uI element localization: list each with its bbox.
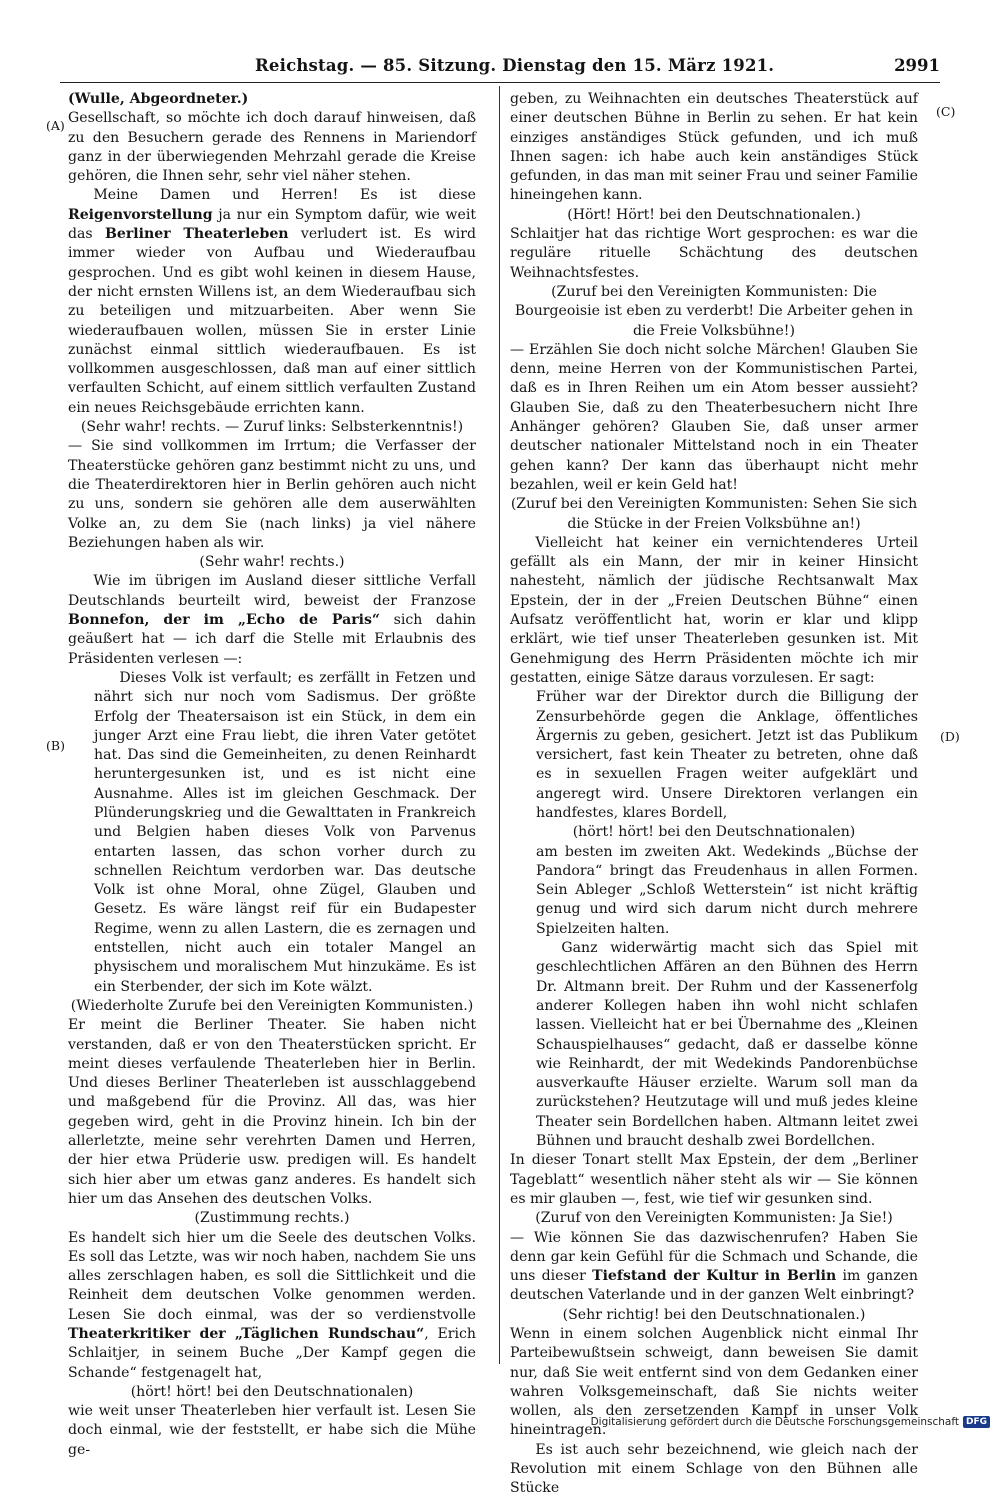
text-span: — Wie können Sie das dazwischenrufen? Haben Sie denn gar kein Gefühl für die Schmach und Schande, die uns dieser [510, 1229, 918, 1285]
text-span: sich dahin geäußert hat — ich darf die Stelle mit Erlaubnis des Präsidenten verlesen —: [68, 612, 476, 667]
interjection: (Zuruf von den Vereinigten Kommunisten: Ja Sie!) [535, 1210, 893, 1227]
paragraph: Es ist auch sehr bezeichnend, wie gleich nach der Revolution mit einem Schlage von den Bühnen alle Stücke [510, 1441, 918, 1497]
text-span: , Erich Schlaitjer, in seinem Buche „Der Kampf gegen die Schande“ festgenagelt hat, [68, 1326, 477, 1381]
paragraph: geben, zu Weihnachten ein deutsches Theaterstück auf einer deutschen Bühne in Berlin zu sehen. Er hat kein einziges anständiges Stück gefunden, und ich muß Ihnen sagen: ich habe auch kein anständiges Stück gefunden, in das man mit seiner Frau und seiner Familie hineingehen kann. [510, 91, 918, 204]
interjection: (Hört! Hört! bei den Deutschnationalen.) [567, 206, 861, 223]
paragraph: — Sie sind vollkommen im Irrtum; die Verfasser der Theaterstücke gehören ganz bestimmt nicht zu uns, und die Theaterdirektoren hier in Berlin gehören auch nicht zu uns, sondern sie gehören alle dem auserwählten Volke an, zu dem Sie (nach links) ja viel nähere Beziehungen haben als wir. [68, 438, 476, 551]
paragraph: wie weit unser Theaterleben hier verfault ist. Lesen Sie doch einmal, wie der feststellt, er habe sich die Mühe ge- [68, 1403, 476, 1458]
margin-marker-a: (A) [46, 118, 65, 133]
text-span: Es handelt sich hier um die Seele des deutschen Volks. Es soll das Letzte, was wir noch haben, nachdem Sie uns alles zerschlagen haben, es soll die Sittlichkeit und die Reinheit dem deutschen Volke genommen werden. Lesen Sie doch einmal, was der so verdienstvolle [68, 1229, 476, 1323]
speaker-label: (Wulle, Abgeordneter.) [68, 91, 249, 107]
paragraph [68, 1229, 476, 1383]
right-column [510, 90, 918, 1499]
emphasis: Reigenvorstellung [68, 206, 213, 223]
text-span: Wie im übrigen im Ausland dieser sittliche Verfall Deutschlands beurteilt wird, beweist der Franzose [68, 573, 476, 609]
interjection: (hört! hört! bei den Deutschnationalen) [572, 824, 856, 841]
emphasis: Tiefstand der Kultur in Berlin [592, 1268, 837, 1285]
text-span: Meine Damen und Herren! Es ist diese [93, 187, 476, 204]
interjection: (Sehr wahr! rechts.) [199, 554, 345, 571]
margin-marker-c: (C) [936, 104, 956, 119]
quotation: Dieses Volk ist verfault; es zerfällt in Fetzen und nährt sich nur noch vom Sadismus. Der größte Erfolg der Theatersaison ist ein Stück, in dem ein junger Arzt eine Frau liebt, die ihren Vater getötet hat. Das sind die Gemeinheiten, zu denen Reinhardt heruntergesunken ist, und es ist nicht eine Ausnahme. Alles ist im gleichen Geschmack. Der Plünderungskrieg und die Gewalttaten in Frankreich und Belgien haben dieses Volk von Parvenus entarten lassen, das schon vorher durch zu schnellen Reichtum verdorben war. Das deutsche Volk ist ohne Moral, ohne Zügel, Glauben und Gesetz. Es wäre längst reif für ein Budapester Regime, wenn zu allen Lastern, die es zernagen und entstellen, nicht auch ein totaler Mangel an physischem und moralischem Mut hinzukäme. Es ist ein Sterbender, der sich im Kote wälzt. [94, 669, 476, 995]
paragraph: Schlaitjer hat das richtige Wort gesprochen: es war die reguläre rituelle Schächtung des deutschen Weihnachtsfestes. [510, 226, 918, 281]
page-number: 2991 [894, 56, 940, 75]
dfg-logo: DFG [963, 1416, 990, 1428]
quotation: Früher war der Direktor durch die Billigung der Zensurbehörde gegen die Anklage, öffentliches Ärgernis zu geben, gesichert. Jetzt ist das Publikum versichert, fast kein Theater zu betreten, ohne daß es in sexuellen Fragen weiter aufgeklärt und angeregt wird. Unsere Direktoren verlangen ein handfestes, klares Bordell, [536, 689, 918, 821]
interjection: (Sehr wahr! rechts. — Zuruf links: Selbsterkenntnis!) [80, 419, 464, 436]
emphasis: Bonnefon, der im „Echo de Paris“ [68, 612, 381, 629]
column-divider [499, 86, 500, 1364]
footer-credit [591, 1416, 990, 1428]
text-span: ja nur ein Symptom dafür, wie weit das [68, 206, 476, 243]
interjection: (Sehr richtig! bei den Deutschnationalen.) [562, 1306, 866, 1323]
paragraph [68, 186, 476, 418]
page-header [60, 56, 940, 83]
interjection: (Zuruf bei den Vereinigten Kommunisten: Sehen Sie sich die Stücke in der Freien Volksbühne an!) [510, 496, 918, 532]
paragraph [68, 572, 476, 668]
paragraph: — Erzählen Sie doch nicht solche Märchen! Glauben Sie denn, meine Herren von der Kommunistischen Partei, daß es in Ihren Reihen um ein Atom besser aussieht? Glauben Sie, daß zu den Theaterbesuchern nicht Ihre Anhänger gehören? Glauben Sie, daß unser armer deutscher nationaler Mittelstand noch in ein Theater gehen kann? Der kann das überhaupt nicht mehr bezahlen, weil er kein Geld hat! [510, 341, 918, 493]
paragraph: Gesellschaft, so möchte ich doch darauf hinweisen, daß zu den Besuchern gerade des Rennens in Mariendorf ganz in der überwiegenden Mehrzahl gerade die Kreise gehören, die Ihnen sehr, sehr viel näher stehen. [68, 110, 476, 185]
paragraph: Vielleicht hat keiner ein vernichtenderes Urteil gefällt als ein Mann, der mir in keiner Hinsicht nahesteht, nämlich der jüdische Rechtsanwalt Max Epstein, der in der „Freien Deutschen Bühne“ einen Aufsatz veröffentlicht hat, worin er klar und klipp erklärt, wie tief unser Theaterleben gesunken ist. Mit Genehmigung des Herrn Präsidenten möchte ich mir gestatten, einige Sätze daraus vorzulesen. Er sagt: [510, 534, 918, 686]
quotation: Ganz widerwärtig macht sich das Spiel mit geschlechtlichen Affären an den Bühnen des Herrn Dr. Altmann breit. Der Ruhm und der Kassenerfolg anderer Kollegen haben ihn wohl nicht schlafen lassen. Vielleicht hat er bei Übernahme des „Kleinen Schauspielhauses“ gedacht, daß er dasselbe könne wie Reinhardt, der mit Wedekinds Pandorenbüchse ausverkaufte Häuser erzielte. Warum soll man da zurückstehen? Heutzutage will und muß jedes kleine Theater sein Bordellchen haben. Altmann leitet zwei Bühnen und braucht deshalb zwei Bordellchen. [536, 940, 918, 1150]
interjection: (Zuruf bei den Vereinigten Kommunisten: Die Bourgeoisie ist eben zu verderbt! Die Arbeiter gehen in die Freie Volksbühne!) [514, 283, 914, 339]
emphasis: Theaterkritiker der „Täglichen Rundschau“ [68, 1326, 425, 1342]
text-span: verludert ist. Es wird immer wieder von Aufbau und Wiederaufbau gesprochen. Und es gibt wohl keinen in diesem Hause, der nicht ernsten Willens ist, an dem Wiederaufbau sich zu beteiligen und mitzuarbeiten. Aber wenn Sie wiederaufbauen wollen, müssen Sie in erster Linie zunächst einmal sittlich wiederaufbauen. Es ist vollkommen ausgeschlossen, daß man auf einer sittlich verfaulten Schicht, auf einem sittlich verfaulten Zustand ein neues Reichsgebäude errichten kann. [68, 226, 477, 416]
interjection: (hört! hört! bei den Deutschnationalen) [130, 1383, 414, 1400]
interjection: (Wiederholte Zurufe bei den Vereinigten Kommunisten.) [70, 997, 474, 1014]
emphasis: Berliner Theaterleben [105, 226, 289, 243]
footer-text: Digitalisierung gefördert durch die Deutsche Forschungsgemeinschaft [590, 1416, 959, 1428]
interjection: (Zustimmung rechts.) [194, 1210, 350, 1227]
quotation: am besten im zweiten Akt. Wedekinds „Büchse der Pandora“ bringt das Freudenhaus in allen Formen. Sein Ableger „Schloß Wetterstein“ ist nicht kräftig genug und wird sich darum nicht durch mehrere Spielzeiten halten. [536, 843, 918, 937]
paragraph [510, 1229, 918, 1306]
paragraph: Wenn in einem solchen Augenblick nicht einmal Ihr Parteibewußtsein schweigt, dann beweisen Sie damit nur, daß Sie weit entfernt sind von dem Gedanken einer wahren Volksgemeinschaft, daß Sie nichts weiter wollen, als den zersetzenden Kampf in unser Volk hineintragen. [510, 1326, 918, 1439]
paragraph: In dieser Tonart stellt Max Epstein, der dem „Berliner Tageblatt“ wesentlich näher steht als wir — Sie können es mir glauben —, fest, wie tief wir gesunken sind. [510, 1152, 918, 1207]
paragraph: Er meint die Berliner Theater. Sie haben nicht verstanden, daß er von den Theaterstücken spricht. Er meint dieses verfaulende Theaterleben hier in Berlin. Und dieses Berliner Theaterleben ist ausschlaggebend und maßgebend für die Provinz. All das, was hier gegeben wird, geht in die Provinz hinein. Ich bin der allerletzte, meine sehr verehrten Damen und Herren, der hier etwa Prüderie usw. predigen will. Es handelt sich hier aber um etwas ganz anderes. Es handelt sich hier um das Ansehen des deutschen Volks. [68, 1017, 476, 1207]
margin-marker-d: (D) [940, 729, 960, 744]
text-span: im ganzen deutschen Vaterlande und in der ganzen Welt einbringt? [510, 1268, 918, 1304]
page-title: Reichstag. — 85. Sitzung. Dienstag den 15. März 1921. [255, 56, 775, 75]
margin-marker-b: (B) [46, 738, 65, 753]
left-column [68, 90, 476, 1460]
